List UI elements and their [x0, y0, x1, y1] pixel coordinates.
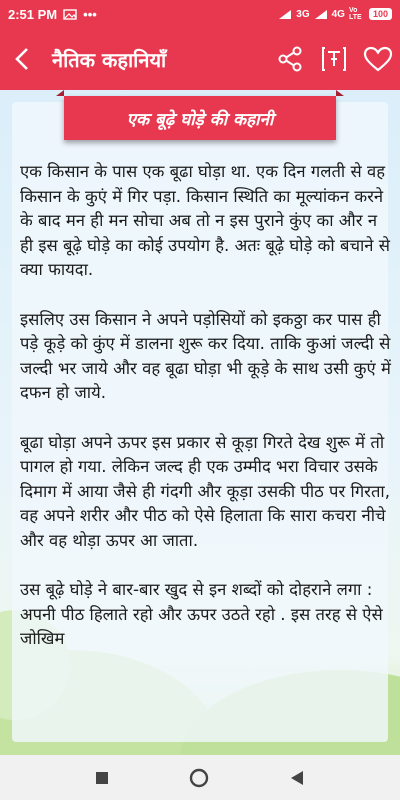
back-button[interactable]	[0, 28, 44, 90]
volte-label: Vo LTE	[348, 7, 362, 21]
story-paragraph: इसलिए उस किसान ने अपने पड़ोसियों को इकठ्ठा कर पास ही पड़े कूड़े को कुंए में डालना शुरू कर दिया. ताकि कुआं जल्दी से जल्दी भर जाये और वह बूढा घोड़ा भी कूड़े के साथ उसी कुएं में दफन हो जाये.	[20, 309, 391, 403]
circle-home-icon	[189, 768, 209, 788]
network-4g: 4G	[331, 8, 345, 20]
story-paragraph: एक किसान के पास एक बूढा घोड़ा था. एक दिन गलती से वह किसान के कुएं में गिर पड़ा. किसान स्थिति का मूल्यांकन करने के बाद मन ही मन सोचा अब तो न इस पुराने कुंए का और न ही इस बूढ़े घोड़े का कोई उपयोग है. अतः बूढ़े घोड़े को बचाने से क्या फायदा.	[20, 162, 391, 280]
signal-icon	[278, 9, 292, 20]
story-text	[20, 160, 392, 755]
favorite-button[interactable]	[356, 28, 400, 90]
signal-icon-2	[314, 9, 328, 20]
network-3g: 3G	[296, 8, 310, 20]
app-bar	[0, 28, 400, 90]
recents-button[interactable]	[95, 771, 109, 785]
image-icon	[63, 9, 77, 20]
story-content-area[interactable]	[0, 90, 400, 755]
story-paragraph: बूढा घोड़ा अपने ऊपर इस प्रकार से कूड़ा गिरते देख शुरू में तो पागल हो गया. लेकिन जल्द ही एक उम्मीद भरा विचार उसके दिमाग में आया जैसे ही गंदगी और कूड़ा उसकी पीठ पर गिरता, वह अपने शरीर और पीठ को ऐसे हिलाता कि सारा कचरा नीचे और वह थोड़ा ऊपर आ जाता.	[20, 432, 390, 550]
status-time: 2:51 PM	[8, 6, 58, 22]
page-title: नैतिक कहानियाँ	[52, 47, 167, 72]
share-icon	[278, 46, 302, 72]
battery-indicator: 100	[369, 8, 392, 20]
triangle-back-icon	[289, 770, 305, 786]
text-size-icon	[322, 47, 346, 71]
system-nav-bar	[0, 755, 400, 800]
home-button[interactable]	[189, 768, 209, 788]
heart-outline-icon	[363, 46, 393, 72]
share-button[interactable]	[268, 28, 312, 90]
more-notifications-icon: •••	[83, 6, 97, 22]
status-bar	[0, 0, 400, 28]
square-recents-icon	[95, 771, 109, 785]
text-size-button[interactable]	[312, 28, 356, 90]
story-title: एक बूढ़े घोड़े की कहानी	[64, 96, 336, 140]
story-paragraph: उस बूढ़े घोड़े ने बार-बार खुद से इन शब्दों को दोहराने लगा : अपनी पीठ हिलाते रहो और ऊपर उठते रहो . इस तरह से ऐसे जोखिम	[20, 580, 383, 649]
chevron-left-icon	[14, 47, 30, 71]
system-back-button[interactable]	[289, 770, 305, 786]
